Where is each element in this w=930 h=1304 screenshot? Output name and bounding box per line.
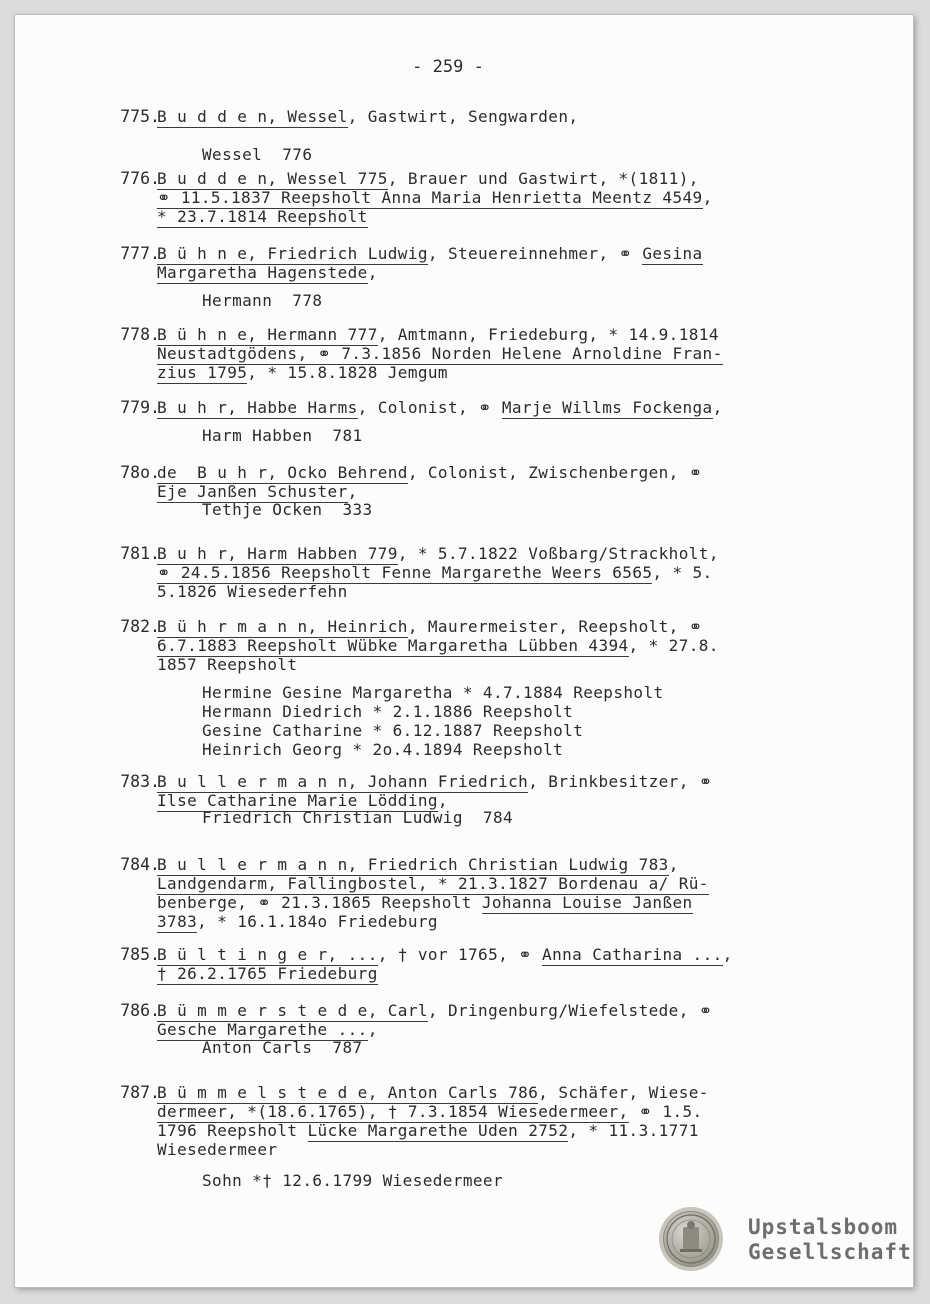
child-entry: Friedrich Christian Ludwig 784	[202, 808, 514, 827]
underlined-segment: * 23.7.1814 Reepsholt	[157, 207, 368, 226]
underlined-segment: Fenne Margarethe Weers 6565	[381, 563, 653, 582]
underlined-segment: † 26.2.1765 Friedeburg	[157, 964, 378, 983]
entry-line	[157, 893, 805, 912]
page-number: - 259 -	[412, 57, 484, 77]
entry-text	[157, 1001, 805, 1039]
text-segment: , Steuereinnehmer, ⚭	[427, 244, 643, 263]
child-entry: Hermine Gesine Margaretha * 4.7.1884 Reepsholt	[202, 683, 664, 702]
text-segment: , * 16.1.184o Friedeburg	[197, 912, 438, 931]
entry-line	[157, 344, 805, 363]
text-segment: , * 15.8.1828 Jemgum	[247, 363, 448, 382]
entry-line	[157, 244, 805, 263]
entry-line	[157, 563, 805, 582]
child-entry: Hermann Diedrich * 2.1.1886 Reepsholt	[202, 702, 574, 721]
entry-text	[157, 1083, 805, 1159]
text-segment: , † vor 1765, ⚭	[377, 945, 543, 964]
underlined-segment: de B u h r, Ocko Behrend	[157, 463, 408, 482]
entry-line	[157, 964, 805, 983]
text-segment: ,	[437, 791, 448, 810]
underlined-segment: B u l l e r m a n n, Johann Friedrich	[157, 772, 529, 791]
entry-number: 781.	[120, 544, 160, 563]
text-segment: , Gastwirt, Sengwarden,	[347, 107, 579, 126]
underlined-segment: 6.7.1883 Reepsholt	[157, 636, 348, 655]
underlined-segment: Neustadtgödens, ⚭ 7.3.1856 Norden	[157, 344, 502, 363]
underlined-segment: B ü m m e r s t e d e, Carl	[157, 1001, 428, 1020]
underlined-segment: B ü h n e, Friedrich Ludwig	[157, 244, 428, 263]
entry-text	[157, 463, 805, 501]
entry-text	[157, 772, 805, 810]
entry-number: 782.	[120, 617, 160, 636]
entry-line	[157, 363, 805, 382]
entry-text	[157, 107, 805, 126]
underlined-segment: Anna Catharina ...	[542, 945, 723, 964]
entry-line	[157, 169, 805, 188]
entry-number: 785.	[120, 945, 160, 964]
text-segment: ⚭ 1.5.	[628, 1102, 703, 1121]
entry-number: 778.	[120, 325, 160, 344]
entry-line	[157, 325, 805, 344]
entry-line	[157, 855, 805, 874]
entry-number: 776.	[120, 169, 160, 188]
text-segment: ,	[347, 482, 358, 501]
underlined-segment: Wübke Margaretha Lübben 4394	[347, 636, 629, 655]
entry-number: 777.	[120, 244, 160, 263]
entry-text	[157, 244, 805, 282]
underlined-segment: B ü m m e l s t e d e, Anton Carls 786	[157, 1083, 539, 1102]
underlined-segment: Landgendarm, Fallingbostel, * 21.3.1827 Bordenau a/ Rü-	[157, 874, 709, 893]
entry-line	[157, 544, 805, 563]
entry-line	[157, 1121, 805, 1140]
underlined-segment: B u d d e n, Wessel	[157, 107, 348, 126]
text-segment: 5.1826 Wiesederfehn	[157, 582, 348, 601]
entry-text	[157, 169, 805, 226]
entry-text	[157, 617, 805, 674]
underlined-segment: Ilse Catharine Marie Lödding	[157, 791, 438, 810]
underlined-segment: ⚭ 24.5.1856 Reepsholt	[157, 563, 382, 582]
text-segment: ,	[367, 263, 378, 282]
entry-line	[157, 655, 805, 674]
entry-number: 779.	[120, 398, 160, 417]
underlined-segment: B u l l e r m a n n, Friedrich Christian Ludwig 783	[157, 855, 669, 874]
text-segment: , Brinkbesitzer, ⚭	[528, 772, 713, 791]
underlined-segment: Margaretha Hagenstede	[157, 263, 368, 282]
underlined-segment: Anna Maria Henrietta Meentz 4549	[381, 188, 703, 207]
brand-line-2: Gesellschaft	[748, 1240, 912, 1264]
entry-line	[157, 772, 805, 791]
text-segment: , Maurermeister, Reepsholt, ⚭	[407, 617, 703, 636]
brand-text	[748, 1215, 912, 1265]
entry-line	[157, 1102, 805, 1121]
entry-text	[157, 398, 805, 417]
entry-text	[157, 544, 805, 601]
underlined-segment: 775	[357, 169, 388, 188]
child-entry: Heinrich Georg * 2o.4.1894 Reepsholt	[202, 740, 564, 759]
text-segment: , * 5.7.1822 Voßbarg/Strackholt,	[397, 544, 719, 563]
entry-line	[157, 482, 805, 501]
text-segment: , Colonist, ⚭	[357, 398, 502, 417]
underlined-segment: Gesina	[642, 244, 703, 263]
text-segment: ,	[668, 855, 679, 874]
text-segment: , Dringenburg/Wiefelstede, ⚭	[427, 1001, 713, 1020]
underlined-segment: B u h r, Harm Habben 779	[157, 544, 398, 563]
text-segment: , Schäfer, Wiese-	[538, 1083, 709, 1102]
child-entry: Sohn *† 12.6.1799 Wiesedermeer	[202, 1171, 503, 1190]
text-segment: ,	[702, 188, 713, 207]
entry-text	[157, 325, 805, 382]
underlined-segment: B ü l t i n g e r, ...	[157, 945, 378, 964]
entry-line	[157, 874, 805, 893]
entry-number: 787.	[120, 1083, 160, 1102]
underlined-segment: dermeer, *(18.6.1765), † 7.3.1854 Wiesedermeer,	[157, 1102, 629, 1121]
document-page	[15, 15, 913, 1287]
entry-number: 775.	[120, 107, 160, 126]
brand-line-1: Upstalsboom	[748, 1215, 899, 1239]
entry-number: 78o.	[120, 463, 160, 482]
child-entry: Tethje Ocken 333	[202, 500, 373, 519]
child-entry: Hermann 778	[202, 291, 323, 310]
entry-number: 783.	[120, 772, 160, 791]
underlined-segment: Johanna Louise Janßen	[481, 893, 693, 912]
underlined-segment: Gesche Margarethe ...	[157, 1020, 368, 1039]
underlined-segment: ⚭ 11.5.1837 Reepsholt	[157, 188, 382, 207]
text-segment: 1796 Reepsholt	[157, 1121, 308, 1140]
entry-line	[157, 1001, 805, 1020]
entry-line	[157, 912, 805, 931]
entry-line	[157, 945, 805, 964]
underlined-segment: Helene Arnoldine Fran-	[501, 344, 723, 363]
seal-logo-icon	[663, 1211, 719, 1267]
entry-line	[157, 107, 805, 126]
underlined-segment: Marje Willms Fockenga	[501, 398, 713, 417]
text-segment: Wiesedermeer	[157, 1140, 278, 1159]
child-entry: Anton Carls 787	[202, 1038, 363, 1057]
entry-line	[157, 188, 805, 207]
text-segment: , * 5.	[652, 563, 713, 582]
child-entry: Harm Habben 781	[202, 426, 363, 445]
entry-line	[157, 582, 805, 601]
text-segment: ,	[712, 398, 723, 417]
text-segment: , Brauer und Gastwirt, *(1811),	[387, 169, 699, 188]
underlined-segment: Lücke Margarethe Uden 2752	[307, 1121, 569, 1140]
text-segment: , Colonist, Zwischenbergen, ⚭	[407, 463, 703, 482]
entry-line	[157, 263, 805, 282]
underlined-segment: B ü h n e, Hermann 777	[157, 325, 378, 344]
entry-text	[157, 855, 805, 931]
text-segment: , * 11.3.1771	[568, 1121, 699, 1140]
entry-number: 784.	[120, 855, 160, 874]
entry-line	[157, 463, 805, 482]
entry-line	[157, 636, 805, 655]
underlined-segment: 3783	[157, 912, 198, 931]
underlined-segment: B u d d e n, Wessel	[157, 169, 358, 188]
text-segment: , * 27.8.	[628, 636, 719, 655]
entry-line	[157, 617, 805, 636]
underlined-segment: B ü h r m a n n, Heinrich	[157, 617, 408, 636]
entry-text	[157, 945, 805, 983]
child-entry: Wessel 776	[202, 145, 313, 164]
text-segment: , Amtmann, Friedeburg, * 14.9.1814	[377, 325, 719, 344]
entry-line	[157, 1140, 805, 1159]
underlined-segment: B u h r, Habbe Harms	[157, 398, 358, 417]
text-segment: ,	[367, 1020, 378, 1039]
child-entry: Gesine Catharine * 6.12.1887 Reepsholt	[202, 721, 584, 740]
entry-line	[157, 398, 805, 417]
underlined-segment: Eje Janßen Schuster	[157, 482, 348, 501]
entry-number: 786.	[120, 1001, 160, 1020]
text-segment: benberge, ⚭ 21.3.1865 Reepsholt	[157, 893, 482, 912]
entry-line	[157, 207, 805, 226]
entry-line	[157, 1020, 805, 1039]
text-segment: 1857 Reepsholt	[157, 655, 298, 674]
entry-line	[157, 1083, 805, 1102]
underlined-segment: zius 1795	[157, 363, 248, 382]
text-segment: ,	[722, 945, 733, 964]
